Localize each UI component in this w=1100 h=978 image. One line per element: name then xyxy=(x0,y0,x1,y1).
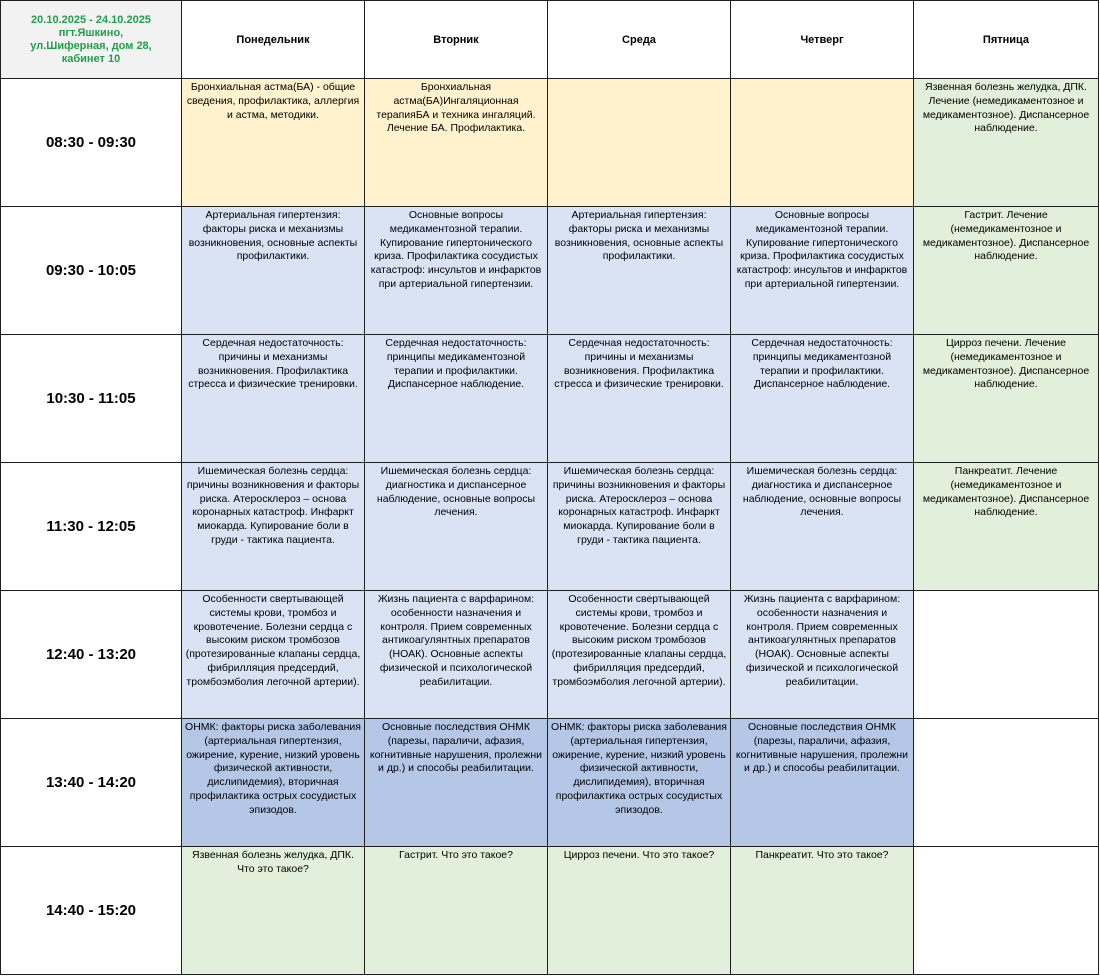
header-row xyxy=(1,1,1099,79)
lesson-cell-wednesday xyxy=(548,847,731,975)
lesson-topic xyxy=(731,79,913,81)
lesson-topic xyxy=(914,591,1098,593)
schedule-row xyxy=(1,847,1099,975)
lesson-topic: ОНМК: факторы риска заболевания (артериальная гипертензия, ожирение, курение, низкий уровень физической активности, дислипидемия), вторичная профилактика острых сосудистых эпизодов. xyxy=(185,721,361,816)
room-label: кабинет 10 xyxy=(61,52,121,65)
time-slot-label: 09:30 - 10:05 xyxy=(1,207,182,335)
lesson-cell-thursday xyxy=(731,847,914,975)
day-header-monday: Понедельник xyxy=(182,1,365,79)
lesson-topic: Язвенная болезнь желудка, ДПК. Что это такое? xyxy=(192,849,354,875)
schedule-row xyxy=(1,207,1099,335)
lesson-topic: Жизнь пациента с варфарином: особенности назначения и контроля. Прием современных антикоагулянтных препаратов (НОАК). Основные аспекты физической и психологической реабилитации. xyxy=(377,593,535,688)
schedule-row xyxy=(1,79,1099,207)
lesson-topic: Цирроз печени. Лечение (немедикаментозное и медикаментозное). Диспансерное наблюдение. xyxy=(922,337,1090,391)
lesson-cell-tuesday xyxy=(365,207,548,335)
lesson-cell-wednesday xyxy=(548,79,731,207)
lesson-topic: ОНМК: факторы риска заболевания (артериальная гипертензия, ожирение, курение, низкий уровень физической активности, дислипидемия), вторичная профилактика острых сосудистых эпизодов. xyxy=(551,721,727,816)
lesson-cell-monday xyxy=(182,207,365,335)
lesson-topic: Сердечная недостаточность: принципы медикаментозной терапии и профилактики. Диспансерное наблюдение. xyxy=(751,337,893,391)
lesson-cell-monday xyxy=(182,463,365,591)
lesson-cell-friday xyxy=(914,207,1099,335)
lesson-cell-tuesday xyxy=(365,79,548,207)
period-dates: 20.10.2025 - 24.10.2025 xyxy=(31,13,151,26)
lesson-cell-wednesday xyxy=(548,591,731,719)
lesson-cell-wednesday xyxy=(548,207,731,335)
lesson-cell-monday xyxy=(182,79,365,207)
lesson-topic: Артериальная гипертензия: факторы риска и механизмы возникновения, основные аспекты профилактики. xyxy=(554,209,724,263)
lesson-topic: Ишемическая болезнь сердца: причины возникновения и факторы риска. Атеросклероз – основа коронарных катастроф. Инфаркт миокарда. Купирование боли в груди - тактика пациента. xyxy=(552,465,726,546)
lesson-topic: Особенности свертывающей системы крови, тромбоз и кровотечение. Болезни сердца с высоким риском тромбозов (протезированные клапаны сердца, фибрилляция предсердий, тромбоэмболия легочной артерии). xyxy=(551,593,727,688)
lesson-topic: Гастрит. Что это такое? xyxy=(399,849,513,861)
lesson-topic: Ишемическая болезнь сердца: диагностика и диспансерное наблюдение, основные вопросы лечения. xyxy=(742,465,902,519)
day-header-thursday: Четверг xyxy=(731,1,914,79)
lesson-topic: Основные последствия ОНМК (парезы, параличи, афазия, когнитивные нарушения, пролежни и др.) и способы реабилитации. xyxy=(369,721,543,775)
lesson-cell-tuesday xyxy=(365,335,548,463)
lesson-cell-tuesday xyxy=(365,847,548,975)
day-header-friday: Пятница xyxy=(914,1,1099,79)
lesson-cell-friday xyxy=(914,847,1099,975)
lesson-topic: Сердечная недостаточность: принципы медикаментозной терапии и профилактики. Диспансерное наблюдение. xyxy=(385,337,527,391)
lesson-topic: Бронхиальная астма(БА)Ингаляционная терапияБА и техника ингаляций. Лечение БА. Профилактика. xyxy=(376,81,536,135)
time-slot-label: 14:40 - 15:20 xyxy=(1,847,182,975)
day-header-tuesday: Вторник xyxy=(365,1,548,79)
lesson-cell-friday xyxy=(914,591,1099,719)
lesson-topic: Жизнь пациента с варфарином: особенности назначения и контроля. Прием современных антикоагулянтных препаратов (НОАК). Основные аспекты физической и психологической реабилитации. xyxy=(743,593,901,688)
lesson-topic: Бронхиальная астма(БА) - общие сведения, профилактика, аллергия и астма, методики. xyxy=(186,81,360,121)
lesson-topic: Панкреатит. Лечение (немедикаментозное и медикаментозное). Диспансерное наблюдение. xyxy=(922,465,1090,519)
address-line-1: пгт.Яшкино, xyxy=(58,26,124,39)
lesson-topic: Ишемическая болезнь сердца: диагностика и диспансерное наблюдение, основные вопросы лечения. xyxy=(376,465,536,519)
lesson-topic: Основные вопросы медикаментозной терапии. Купирование гипертонического криза. Профилактика сосудистых катастроф: инсультов и инфарктов при артериальной гипертензии. xyxy=(736,209,908,290)
lesson-cell-monday xyxy=(182,591,365,719)
lesson-topic: Сердечная недостаточность: причины и механизмы возникновения. Профилактика стресса и физические тренировки. xyxy=(554,337,724,391)
lesson-topic: Панкреатит. Что это такое? xyxy=(755,849,889,861)
lesson-topic: Основные последствия ОНМК (парезы, параличи, афазия, когнитивные нарушения, пролежни и др.) и способы реабилитации. xyxy=(735,721,909,775)
lesson-topic: Гастрит. Лечение (немедикаментозное и медикаментозное). Диспансерное наблюдение. xyxy=(922,209,1090,263)
lesson-topic: Особенности свертывающей системы крови, тромбоз и кровотечение. Болезни сердца с высоким риском тромбозов (протезированные клапаны сердца, фибрилляция предсердий, тромбоэмболия легочной артерии). xyxy=(185,593,361,688)
lesson-cell-thursday xyxy=(731,591,914,719)
lesson-topic: Цирроз печени. Что это такое? xyxy=(563,849,715,861)
period-header-cell xyxy=(1,1,182,79)
time-slot-label: 10:30 - 11:05 xyxy=(1,335,182,463)
lesson-cell-friday xyxy=(914,463,1099,591)
lesson-topic: Основные вопросы медикаментозной терапии. Купирование гипертонического криза. Профилактика сосудистых катастроф: инсультов и инфарктов при артериальной гипертензии. xyxy=(370,209,542,290)
lesson-cell-friday xyxy=(914,719,1099,847)
lesson-cell-tuesday xyxy=(365,463,548,591)
lesson-cell-wednesday xyxy=(548,719,731,847)
schedule-body xyxy=(1,79,1099,975)
lesson-cell-wednesday xyxy=(548,335,731,463)
lesson-cell-thursday xyxy=(731,719,914,847)
lesson-cell-friday xyxy=(914,79,1099,207)
schedule-row xyxy=(1,335,1099,463)
day-header-wednesday: Среда xyxy=(548,1,731,79)
lesson-cell-tuesday xyxy=(365,591,548,719)
lesson-cell-wednesday xyxy=(548,463,731,591)
time-slot-label: 08:30 - 09:30 xyxy=(1,79,182,207)
time-slot-label: 11:30 - 12:05 xyxy=(1,463,182,591)
schedule-row xyxy=(1,591,1099,719)
time-slot-label: 12:40 - 13:20 xyxy=(1,591,182,719)
lesson-topic: Сердечная недостаточность: причины и механизмы возникновения. Профилактика стресса и физические тренировки. xyxy=(188,337,358,391)
time-slot-label: 13:40 - 14:20 xyxy=(1,719,182,847)
lesson-topic xyxy=(914,719,1098,721)
lesson-cell-thursday xyxy=(731,207,914,335)
lesson-cell-monday xyxy=(182,335,365,463)
lesson-cell-tuesday xyxy=(365,719,548,847)
address-line-2: ул.Шиферная, дом 28, xyxy=(30,39,152,52)
lesson-topic: Ишемическая болезнь сердца: причины возникновения и факторы риска. Атеросклероз – основа коронарных катастроф. Инфаркт миокарда. Купирование боли в груди - тактика пациента. xyxy=(186,465,360,546)
lesson-topic xyxy=(548,79,730,81)
lesson-cell-thursday xyxy=(731,79,914,207)
schedule-row xyxy=(1,719,1099,847)
lesson-cell-monday xyxy=(182,847,365,975)
lesson-cell-thursday xyxy=(731,335,914,463)
lesson-cell-thursday xyxy=(731,463,914,591)
lesson-topic: Язвенная болезнь желудка, ДПК. Лечение (немедикаментозное и медикаментозное). Диспансерное наблюдение. xyxy=(922,81,1090,135)
lesson-cell-monday xyxy=(182,719,365,847)
lesson-topic xyxy=(914,847,1098,849)
schedule-row xyxy=(1,463,1099,591)
lesson-cell-friday xyxy=(914,335,1099,463)
lesson-topic: Артериальная гипертензия: факторы риска и механизмы возникновения, основные аспекты профилактики. xyxy=(188,209,358,263)
